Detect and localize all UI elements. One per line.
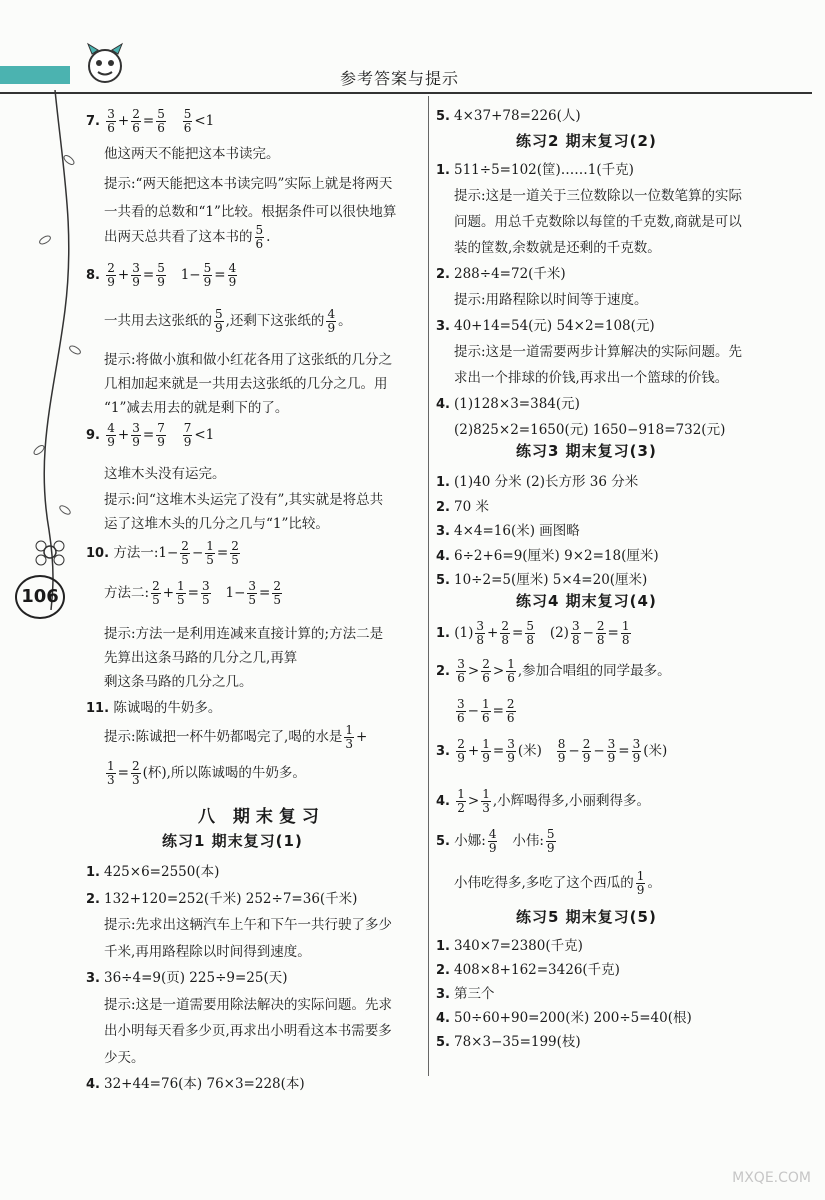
q11-line3: $\frac{1}{3}$ = $\frac{2}{3}$ (杯),所以陈诚喝的牛奶多。 — [107, 759, 306, 787]
item-number: 4. — [436, 397, 450, 412]
list-item — [86, 1019, 392, 1039]
item-text: 少天。 — [104, 1049, 145, 1066]
header-rule — [0, 92, 812, 94]
p4-q4: 4. $\frac{1}{2}$ > $\frac{1}{3}$ ,小辉喝得多,小丽剩得多。 — [436, 787, 650, 815]
item-text: 32+44=76(本) 76×3=228(本) — [104, 1076, 305, 1092]
p4-q1: 1. (1) $\frac{3}{8}$ + $\frac{2}{8}$ = $\frac{5}{8}$ (2) $\frac{3}{8}$ − $\frac{2}{8}$ = $\frac{1}{8}$ — [436, 619, 630, 647]
list-item — [86, 966, 288, 986]
list-item — [436, 288, 648, 308]
list-item — [86, 940, 311, 960]
list-item — [436, 418, 725, 438]
practice3-title: 练习3 期末复习(3) — [516, 442, 657, 460]
list-item — [436, 568, 647, 588]
item-text: (1)40 分米 (2)长方形 36 分米 — [454, 474, 639, 490]
list-item — [436, 366, 728, 386]
item-text: 千米,再用路程除以时间得到速度。 — [104, 943, 311, 960]
q11-line1: 11. 陈诚喝的牛奶多。 — [86, 700, 222, 716]
q7-line3: 提示:“两天能把这本书读完吗”实际上就是将两天 — [104, 176, 393, 192]
q9-line4: 运了这堆木头的几分之几与“1”比较。 — [104, 516, 329, 532]
page-header-title: 参考答案与提示 — [340, 69, 460, 88]
item-text: (2)825×2=1650(元) 1650−918=732(元) — [454, 422, 726, 438]
list-item — [86, 913, 392, 933]
list-item — [436, 495, 489, 515]
item-text: 78×3−35=199(枝) — [454, 1034, 581, 1050]
item-number: 2. — [436, 499, 450, 515]
q10-method2: 方法二: $\frac{2}{5}$ + $\frac{1}{5}$ = $\frac{3}{5}$ 1− $\frac{3}{5}$ = $\frac{2}{5}$ — [104, 579, 281, 607]
column-divider — [428, 96, 429, 1076]
item-text: 提示:先求出这辆汽车上午和下午一共行驶了多少 — [104, 917, 393, 933]
list-item — [86, 1046, 145, 1066]
q7-line4: 一共看的总数和“1”比较。根据条件可以很快地算 — [104, 204, 397, 220]
list-item — [436, 314, 655, 334]
list-item — [436, 210, 742, 230]
item-number: 4. — [436, 548, 450, 564]
item-text: 出小明每天看多少页,再求出小明看这本书需要多 — [104, 1023, 392, 1039]
practice1-title: 练习1 期末复习(1) — [162, 832, 303, 850]
q10-line3: 提示:方法一是利用连减来直接计算的;方法二是 — [104, 626, 384, 642]
q8-line2: 一共用去这张纸的 $\frac{5}{9}$ ,还剩下这张纸的 $\frac{4}{9}$ 。 — [104, 307, 352, 335]
list-item — [86, 887, 357, 907]
item-text: 提示:这是一道需要两步计算解决的实际问题。先 — [454, 344, 743, 360]
list-item — [436, 262, 566, 282]
q9-line3: 提示:问“这堆木头运完了没有”,其实就是将总共 — [104, 492, 384, 508]
mascot-icon — [80, 40, 130, 90]
p4-q3: 3. $\frac{2}{9}$ + $\frac{1}{9}$ = $\frac{3}{9}$ (米) $\frac{8}{9}$ − $\frac{2}{9}$ − $\frac{3}{9}$ = $\frac{3}{9}$ (米) — [436, 737, 668, 765]
item-number: 3. — [436, 987, 450, 1002]
list-item — [436, 1006, 692, 1026]
list-item — [86, 860, 219, 880]
item-text: (1)128×3=384(元) — [454, 396, 580, 412]
item-text: 288÷4=72(千米) — [454, 266, 566, 282]
list-item — [436, 104, 581, 124]
q10-line5: 剩这条马路的几分之几。 — [104, 674, 253, 690]
item-number: 2. — [436, 267, 450, 282]
p4-q2: 2. $\frac{3}{6}$ > $\frac{2}{6}$ > $\frac{1}{6}$ ,参加合唱组的同学最多。 — [436, 657, 671, 685]
item-text: 4×4=16(米) 画图略 — [454, 523, 580, 539]
item-number: 2. — [86, 891, 100, 907]
item-text: 问题。用总千克数除以每筐的千克数,商就是可以 — [454, 214, 742, 230]
q7-line5: 出两天总共看了这本书的 $\frac{5}{6}$ . — [104, 223, 271, 251]
item-text: 提示:用路程除以时间等于速度。 — [454, 292, 648, 308]
item-number: 2. — [436, 963, 450, 978]
item-number: 4. — [86, 1077, 100, 1092]
item-number: 3. — [436, 319, 450, 334]
q9-line2: 这堆木头没有运完。 — [104, 466, 226, 482]
list-item — [436, 958, 620, 978]
q10-method1: 10. 方法一:1− $\frac{2}{5}$ − $\frac{1}{5}$ = $\frac{2}{5}$ — [86, 539, 239, 567]
q11-line2: 提示:陈诚把一杯牛奶都喝完了,喝的水是 $\frac{1}{3}$ + — [104, 723, 368, 751]
list-item — [436, 158, 634, 178]
p4-q2-calc: $\frac{3}{6}$ − $\frac{1}{6}$ = $\frac{2}{6}$ — [457, 697, 515, 725]
item-text: 40+14=54(元) 54×2=108(元) — [454, 318, 655, 334]
list-item — [436, 184, 742, 204]
practice2-title: 练习2 期末复习(2) — [516, 132, 657, 150]
item-text: 6÷2+6=9(厘米) 9×2=18(厘米) — [454, 547, 659, 564]
list-item — [436, 934, 583, 954]
item-number: 1. — [436, 939, 450, 954]
list-item — [436, 519, 580, 539]
item-number: 1. — [86, 865, 100, 880]
item-number: 3. — [86, 971, 100, 986]
q10-line4: 先算出这条马路的几分之几,再算 — [104, 650, 298, 666]
header-band — [0, 66, 70, 84]
practice5-title: 练习5 期末复习(5) — [516, 908, 657, 926]
item-text: 425×6=2550(本) — [104, 864, 220, 880]
item-text: 装的筐数,余数就是还剩的千克数。 — [454, 240, 661, 256]
item-text: 4×37+78=226(人) — [454, 108, 581, 124]
item-number: 5. — [436, 1035, 450, 1050]
item-text: 132+120=252(千米) 252÷7=36(千米) — [104, 890, 358, 907]
item-number: 4. — [436, 1011, 450, 1026]
practice4-title: 练习4 期末复习(4) — [516, 592, 657, 610]
item-number: 1. — [436, 163, 450, 178]
item-number: 1. — [436, 475, 450, 490]
item-text: 求出一个排球的价钱,再求出一个篮球的价钱。 — [454, 370, 729, 386]
item-text: 36÷4=9(页) 225÷9=25(天) — [104, 970, 288, 986]
item-number: 5. — [436, 573, 450, 588]
q9-equation: 9. $\frac{4}{9}$ + $\frac{3}{9}$ = $\frac{7}{9}$ $\frac{7}{9}$ <1 — [86, 421, 215, 449]
item-number: 5. — [436, 109, 450, 124]
list-item — [436, 340, 742, 360]
q8-equation: 8. $\frac{2}{9}$ + $\frac{3}{9}$ = $\frac{5}{9}$ 1− $\frac{5}{9}$ = $\frac{4}{9}$ — [86, 261, 237, 289]
p4-q5-conclusion: 小伟吃得多,多吃了这个西瓜的 $\frac{1}{9}$ 。 — [454, 869, 661, 897]
list-item — [436, 1030, 581, 1050]
item-text: 408×8+162=3426(千克) — [454, 962, 620, 978]
item-text: 提示:这是一道关于三位数除以一位数笔算的实际 — [454, 188, 743, 204]
item-text: 340×7=2380(千克) — [454, 938, 583, 954]
q8-line5: “1”减去用去的就是剩下的了。 — [104, 400, 289, 416]
list-item — [86, 1072, 305, 1092]
flower-icon — [25, 530, 75, 575]
watermark: MXQE.COM — [732, 1170, 811, 1186]
item-text: 提示:这是一道需要用除法解决的实际问题。先求 — [104, 996, 393, 1013]
q8-line3: 提示:将做小旗和做小红花各用了这张纸的几分之 — [104, 352, 393, 368]
q7-line2: 他这两天不能把这本书读完。 — [104, 146, 280, 162]
list-item — [436, 470, 638, 490]
list-item — [436, 236, 661, 256]
item-number: 3. — [436, 524, 450, 539]
page-number: 106 — [15, 575, 65, 619]
item-text: 70 米 — [454, 498, 489, 515]
item-text: 第三个 — [454, 986, 495, 1002]
list-item — [436, 982, 495, 1002]
item-text: 511÷5=102(筐)……1(千克) — [454, 162, 634, 178]
q8-line4: 几相加起来就是一共用去这张纸的几分之几。用 — [104, 376, 388, 392]
item-text: 50÷60+90=200(米) 200÷5=40(根) — [454, 1010, 692, 1026]
item-text: 10÷2=5(厘米) 5×4=20(厘米) — [454, 572, 648, 588]
p4-q5: 5. 小娜: $\frac{4}{9}$ 小伟: $\frac{5}{9}$ — [436, 827, 555, 855]
list-item — [436, 544, 659, 564]
list-item — [86, 993, 392, 1013]
list-item — [436, 392, 580, 412]
q7-equation: 7. $\frac{3}{6}$ + $\frac{2}{6}$ = $\frac{5}{6}$ $\frac{5}{6}$ <1 — [86, 107, 215, 135]
unit-title: 八 期末复习 — [198, 807, 325, 827]
